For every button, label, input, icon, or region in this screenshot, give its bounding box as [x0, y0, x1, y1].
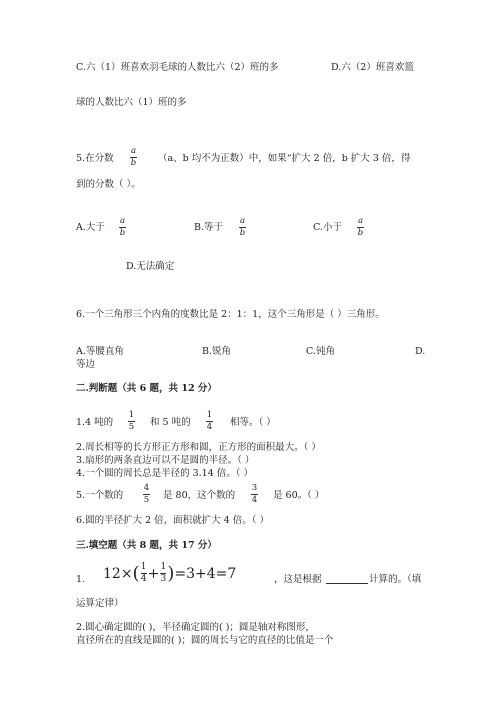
q5-option-b-fraction [239, 217, 246, 237]
close-paren: ) [167, 562, 175, 584]
fraction-numerator: a [130, 146, 137, 156]
q4-option-d-continued: 球的人数比六（1）班的多 [76, 97, 187, 108]
s3-q1-tail-b: 计算的。（填 [369, 574, 422, 585]
q5-option-c: C.小于 [313, 222, 342, 233]
fraction-denominator: 5 [128, 421, 135, 432]
q5-option-d: D.无法确定 [126, 261, 175, 272]
fraction-denominator: 3 [160, 574, 167, 584]
q5-option-a: A.大于 [76, 222, 105, 233]
q5-prefix: 5.在分数 [76, 153, 114, 164]
q5-option-a-fraction [119, 217, 126, 237]
formula-part-a: 12× [103, 565, 133, 582]
formula-fraction-2 [160, 563, 166, 584]
s2-q3: 3.扇形的两条直边可以不是圆的半径。（ ） [76, 455, 255, 466]
s2-q5-part-c: 是 60。（ ） [273, 490, 325, 501]
q5-fraction [130, 147, 137, 167]
formula-fraction-1 [141, 563, 147, 584]
q4-option-c: C.六（1）班喜欢羽毛球的人数比六（2）班的多 [76, 62, 279, 73]
fraction-denominator: 5 [143, 494, 150, 505]
q6-option-a: A.等腰直角 [76, 346, 124, 357]
fraction-numerator: 1 [140, 562, 147, 572]
fraction-numerator: 1 [160, 562, 167, 572]
fraction-numerator: 3 [251, 483, 258, 493]
fraction-denominator: b [357, 227, 364, 238]
section-heading-judgement: 二.判断题（共 6 题，共 12 分） [76, 383, 217, 394]
q6-text: 6.一个三角形三个内角的度数比是 2：1：1，这个三角形是（ ）三角形。 [76, 309, 385, 320]
q4-option-d: D.六（2）班喜欢篮 [331, 62, 414, 73]
s2-q1-fraction-1 [128, 411, 135, 431]
q6-option-d-continued: 等边 [76, 359, 96, 370]
s2-q4: 4.一个圆的周长总是半径的 3.14 倍。（ ） [76, 468, 254, 479]
fraction-numerator: a [119, 216, 126, 226]
q6-option-c: C.钝角 [306, 346, 335, 357]
fraction-numerator: 4 [143, 483, 150, 493]
fraction-numerator: a [357, 216, 364, 226]
s2-q1-part-b: 和 5 吨的 [150, 417, 191, 428]
fraction-denominator: b [119, 227, 126, 238]
s2-q5-part-b: 是 80，这个数的 [163, 490, 236, 501]
s2-q1-fraction-2 [206, 411, 213, 431]
s3-q2-line1: 2.圆心确定圆的( )，半径确定圆的( )；圆是轴对称图形， [76, 622, 315, 633]
fraction-denominator: 4 [251, 494, 258, 505]
s2-q1-part-a: 1.4 吨的 [76, 417, 114, 428]
q5-option-c-fraction [357, 217, 364, 237]
fraction-numerator: 1 [206, 410, 213, 420]
s2-q5-fraction-2 [251, 484, 258, 504]
fraction-numerator: 1 [128, 410, 135, 420]
s2-q2: 2.周长相等的长方形正方形和圆，正方形的面积最大。（ ） [76, 442, 321, 453]
s3-q2-line2: 直径所在的直线是圆的( )；圆的周长与它的直径的比值是一个 [76, 635, 334, 646]
q5-option-b: B.等于 [194, 222, 224, 233]
formula-plus: + [147, 565, 160, 582]
s3-q1-formula [103, 563, 236, 584]
s3-q1-tail-a: ，这是根据 [274, 574, 322, 585]
fraction-denominator: 4 [206, 421, 213, 432]
s2-q5-fraction-1 [143, 484, 150, 504]
s3-q1-number: 1. [76, 574, 86, 585]
fraction-denominator: b [130, 157, 137, 168]
q6-option-d: D. [415, 346, 426, 357]
q5-text-line2: 到的分数（ ）。 [76, 179, 141, 190]
formula-part-b: =3+4=7 [174, 565, 237, 582]
q5-text: （a、b 均不为正数）中，如果“扩大 2 倍，b 扩大 3 倍，得 [158, 153, 411, 164]
s2-q6: 6.圆的半径扩大 2 倍，面积就扩大 4 倍。（ ） [76, 515, 270, 526]
answer-blank[interactable] [326, 574, 368, 584]
fraction-denominator: 4 [140, 574, 147, 584]
s2-q5-part-a: 5.一个数的 [76, 490, 124, 501]
q6-option-b: B.锐角 [202, 346, 232, 357]
section-heading-fill-in: 三.填空题（共 8 题，共 17 分） [76, 540, 217, 551]
s3-q1-line2: 运算定律） [76, 598, 124, 609]
s2-q1-part-c: 相等。（ ） [230, 417, 276, 428]
fraction-numerator: a [239, 216, 246, 226]
fraction-denominator: b [239, 227, 246, 238]
open-paren: ( [132, 562, 140, 584]
